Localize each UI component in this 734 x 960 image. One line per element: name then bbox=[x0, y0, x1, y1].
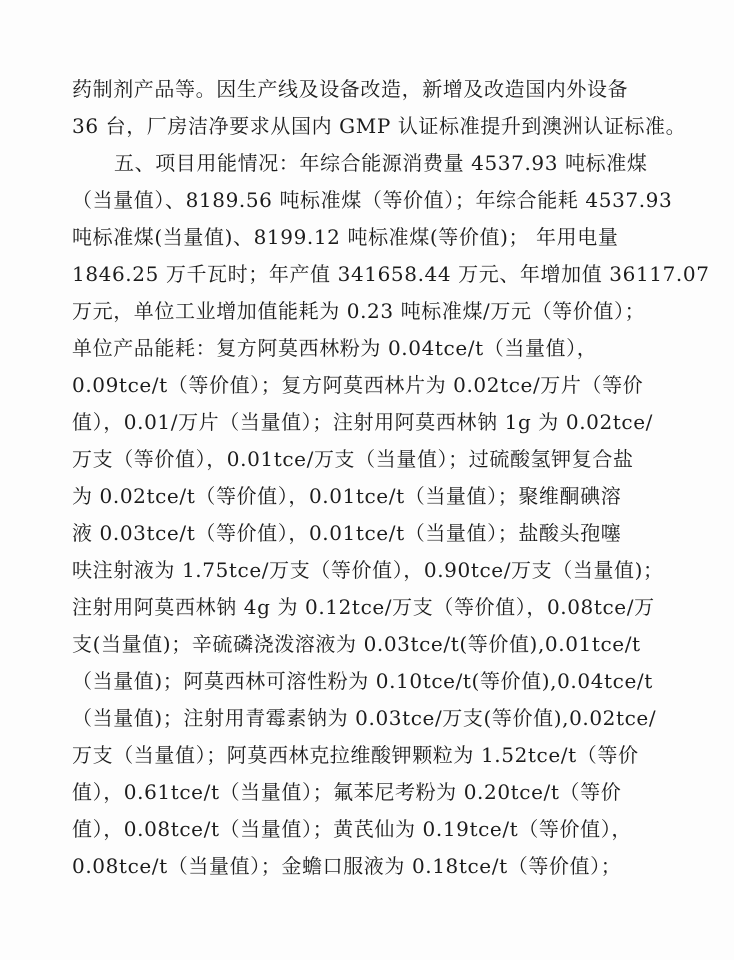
paragraph-line: （当量值）、8189.56 吨标准煤（等价值）；年综合能耗 4537.93 bbox=[72, 188, 673, 212]
paragraph-line: 万元，单位工业增加值能耗为 0.23 吨标准煤/万元（等价值）； bbox=[72, 299, 646, 323]
paragraph-line: 万支（当量值）；阿莫西林克拉维酸钾颗粒为 1.52tce/t（等价 bbox=[72, 743, 639, 767]
paragraph-line: 支(当量值)；辛硫磷浇泼溶液为 0.03tce/t(等价值),0.01tce/t bbox=[72, 632, 641, 656]
paragraph-line: 万支（等价值），0.01tce/万支（当量值）；过硫酸氢钾复合盐 bbox=[72, 447, 634, 471]
paragraph-line: 吨标准煤(当量值)、8199.12 吨标准煤(等价值)； 年用电量 bbox=[72, 225, 619, 249]
paragraph-line: 值），0.08tce/t（当量值）；黄芪仙为 0.19tce/t（等价值）， bbox=[72, 817, 632, 841]
paragraph-line: 单位产品能耗：复方阿莫西林粉为 0.04tce/t（当量值）， bbox=[72, 336, 598, 360]
section-heading-line: 五、项目用能情况：年综合能源消费量 4537.93 吨标准煤 bbox=[114, 151, 648, 175]
paragraph-line: 36 台，厂房洁净要求从国内 GMP 认证标准提升到澳洲认证标准。 bbox=[72, 114, 687, 138]
paragraph-line: 液 0.03tce/t（等价值），0.01tce/t（当量值）；盐酸头孢噻 bbox=[72, 521, 622, 545]
paragraph-line: 0.08tce/t（当量值）；金蟾口服液为 0.18tce/t（等价值）； bbox=[72, 854, 622, 878]
paragraph-line: （当量值)；阿莫西林可溶性粉为 0.10tce/t(等价值),0.04tce/t bbox=[72, 669, 653, 693]
paragraph-line: 0.09tce/t（等价值）；复方阿莫西林片为 0.02tce/万片（等价 bbox=[72, 373, 644, 397]
paragraph-line: 注射用阿莫西林钠 4g 为 0.12tce/万支（等价值），0.08tce/万 bbox=[72, 595, 655, 619]
paragraph-line: 呋注射液为 1.75tce/万支（等价值），0.90tce/万支（当量值)； bbox=[72, 558, 664, 582]
paragraph-line: 值），0.61tce/t（当量值）；氟苯尼考粉为 0.20tce/t（等价 bbox=[72, 780, 622, 804]
paragraph-line: 1846.25 万千瓦时；年产值 341658.44 万元、年增加值 36117.07 bbox=[72, 262, 710, 286]
paragraph-line: 为 0.02tce/t（等价值），0.01tce/t（当量值）；聚维酮碘溶 bbox=[72, 484, 622, 508]
paragraph-line: （当量值)；注射用青霉素钠为 0.03tce/万支(等价值),0.02tce/ bbox=[72, 706, 657, 730]
paragraph-line: 药制剂产品等。因生产线及设备改造，新增及改造国内外设备 bbox=[72, 77, 629, 101]
paragraph-line: 值），0.01/万片（当量值）；注射用阿莫西林钠 1g 为 0.02tce/ bbox=[72, 410, 654, 434]
